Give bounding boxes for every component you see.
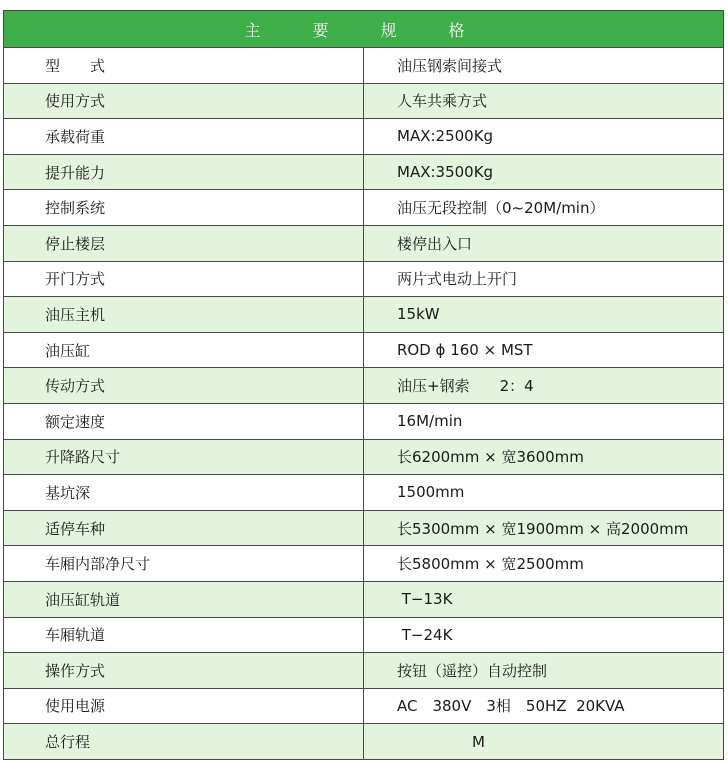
table-row	[4, 297, 724, 333]
row-label: 使用方式	[4, 83, 364, 119]
row-value: 长6200mm × 宽3600mm	[364, 439, 724, 475]
table-row	[4, 546, 724, 582]
spec-table-container	[3, 10, 724, 760]
row-label: 油压缸轨道	[4, 581, 364, 617]
table-row	[4, 261, 724, 297]
table-row	[4, 225, 724, 261]
row-value: 长5800mm × 宽2500mm	[364, 546, 724, 582]
table-header-row	[4, 11, 724, 48]
table-row	[4, 48, 724, 84]
table-row	[4, 83, 724, 119]
row-value: 人车共乘方式	[364, 83, 724, 119]
row-value: T−24K	[364, 617, 724, 653]
row-label: 升降路尺寸	[4, 439, 364, 475]
row-value: 16M/min	[364, 403, 724, 439]
table-row	[4, 403, 724, 439]
table-row	[4, 653, 724, 689]
row-value: MAX:2500Kg	[364, 119, 724, 155]
row-value: MAX:3500Kg	[364, 154, 724, 190]
table-row	[4, 510, 724, 546]
table-row	[4, 724, 724, 760]
row-value: M	[364, 724, 724, 760]
table-title-text: 主 要 规 格	[244, 20, 483, 40]
row-label: 额定速度	[4, 403, 364, 439]
row-label: 操作方式	[4, 653, 364, 689]
row-label: 油压主机	[4, 297, 364, 333]
table-row	[4, 688, 724, 724]
row-label: 停止楼层	[4, 225, 364, 261]
row-label: 油压缸	[4, 332, 364, 368]
table-row	[4, 368, 724, 404]
row-value: 15kW	[364, 297, 724, 333]
row-label: 车厢轨道	[4, 617, 364, 653]
table-body	[4, 48, 724, 760]
table-row	[4, 154, 724, 190]
table-row	[4, 439, 724, 475]
row-value: 两片式电动上开门	[364, 261, 724, 297]
row-value: 按钮（遥控）自动控制	[364, 653, 724, 689]
row-value: T−13K	[364, 581, 724, 617]
row-value: 楼停出入口	[364, 225, 724, 261]
row-label: 承载荷重	[4, 119, 364, 155]
row-label: 总行程	[4, 724, 364, 760]
row-label: 提升能力	[4, 154, 364, 190]
row-label: 使用电源	[4, 688, 364, 724]
row-label: 传动方式	[4, 368, 364, 404]
row-value: 油压+钢索 2：4	[364, 368, 724, 404]
table-row	[4, 617, 724, 653]
row-value: 油压无段控制（0~20M/min）	[364, 190, 724, 226]
table-row	[4, 475, 724, 511]
row-label: 型 式	[4, 48, 364, 84]
table-row	[4, 581, 724, 617]
row-value: ROD ϕ 160 × MST	[364, 332, 724, 368]
row-label: 车厢内部净尺寸	[4, 546, 364, 582]
table-row	[4, 119, 724, 155]
row-label: 控制系统	[4, 190, 364, 226]
row-label: 适停车种	[4, 510, 364, 546]
spec-table	[3, 10, 724, 760]
row-label: 基坑深	[4, 475, 364, 511]
row-value: 1500mm	[364, 475, 724, 511]
row-label: 开门方式	[4, 261, 364, 297]
row-value: 油压钢索间接式	[364, 48, 724, 84]
row-value: 长5300mm × 宽1900mm × 高2000mm	[364, 510, 724, 546]
table-title	[4, 11, 724, 48]
table-row	[4, 332, 724, 368]
table-row	[4, 190, 724, 226]
row-value: AC 380V 3相 50HZ 20KVA	[364, 688, 724, 724]
